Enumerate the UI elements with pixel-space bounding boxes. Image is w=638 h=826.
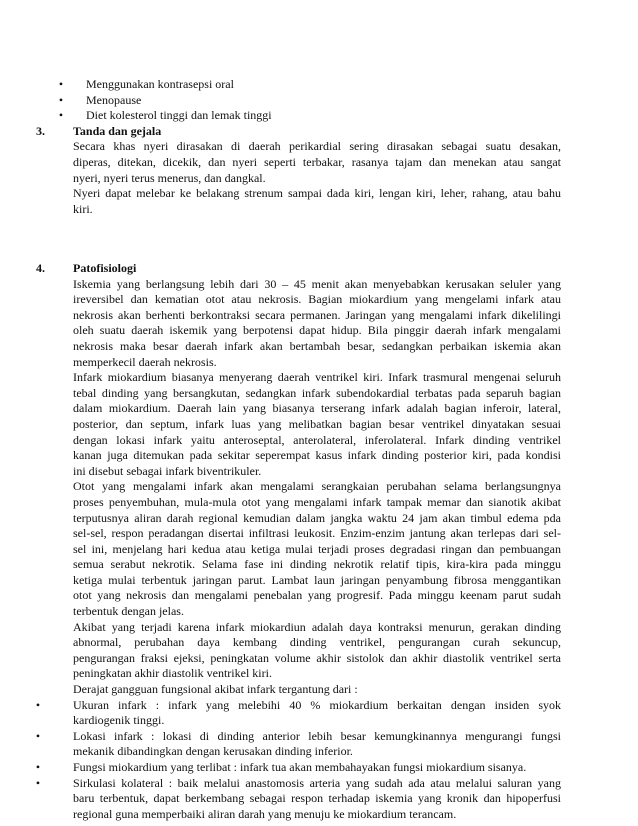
text-line: kanan juga ditemukan pada sekitar seperempat kasus infark dinding posterior kiri, pada kondisi [73, 448, 561, 463]
text-line: peningkatan akhir diastolik ventrikel kiri. [73, 666, 272, 681]
top-bullet-list [36, 77, 561, 217]
bullet-icon: • [35, 775, 41, 790]
text-line: baru terbentuk, dapat berkembang sebagai respon terhadap iskemia yang kronik dan hipoperfusi [73, 791, 561, 806]
text-line: abnormal, perubahan daya kembang dinding ventrikel, pengurangan curah sekuncup, [73, 635, 561, 650]
text-line: semua serabut nekrotik. Selama fase ini dinding nekrotik relatif tipis, kira-kira pada minggu [73, 557, 561, 572]
text-line: otot yang nekrosis dan mengalami penebalan yang progresif. Pada minggu keenam parut sudah [73, 588, 561, 603]
text-line: Nyeri dapat melebar ke belakang strenum sampai dada kiri, lengan kiri, leher, rahang, atau bahu [73, 186, 561, 201]
text-line: Lokasi infark : lokasi di dinding anterior lebih besar kemungkinannya mengurangi fungsi [73, 728, 561, 743]
paragraph [73, 139, 561, 217]
text-line: kiri. [73, 201, 93, 216]
section-heading [36, 261, 561, 277]
text-line: dengan lokasi infark yaitu anteroseptal, anterolateral, inferolateral. Infark dinding ventrikel [73, 432, 561, 447]
text-line: pengurangan fraksi ejeksi, peningkatan volume akhir sistolok dan akhir diastolik ventrikel serta [73, 650, 561, 665]
list-item [35, 775, 561, 823]
text-line: Secara khas nyeri dirasakan di daerah perikardial sering dirasakan sebagai suatu desakan, [73, 139, 561, 154]
text-line: regional guna memperbaiki aliran darah yang menuju ke miokardium terancam. [73, 806, 457, 821]
paragraph [73, 682, 561, 698]
bullet-icon: • [58, 92, 64, 107]
text-line: diperas, ditekan, dicekik, dan nyeri seperti terbakar, rasanya tajam dan menekan atau sangat [73, 154, 561, 169]
text-line: nekrosis maka besar daerah infark akan bertambah besar, sedangkan perbaikan iskemia akan [73, 338, 561, 353]
text-line: kardiogenik tinggi. [73, 713, 165, 728]
text-line: ireversibel dan kematian otot atau nekrosis. Bagian miokardium yang mengelami infark atau [73, 292, 561, 307]
text-line: Otot yang mengalami infark akan mengalami serangkaian perubahan selama berlangsungnya [73, 479, 561, 494]
list-item [58, 77, 561, 93]
text-line: Fungsi miokardium yang terlibat : infark tua akan membahayakan fungsi miokardium sisanya. [73, 760, 527, 774]
list-item [58, 108, 561, 124]
text-line: Infark miokardium biasanya menyerang daerah ventrikel kiri. Infark trasmural mengenai seluruh [73, 370, 561, 385]
bullet-icon: • [58, 77, 64, 91]
text-line: nekrosis akan berhenti berkontraksi secara permanen. Jaringan yang mengalami infark dikelilingi [73, 307, 561, 322]
text-line: ini disebut sebagai infark biventrikuler. [73, 463, 262, 478]
section-title: Patofisiologi [73, 261, 137, 275]
section-number: 4. [36, 261, 45, 275]
list-item [35, 697, 561, 729]
text-line: Ukuran infark : infark yang melebihi 40 % miokardium berkaitan dengan insiden syok [73, 697, 561, 712]
section-number: 3. [36, 123, 45, 138]
text-line: dalam miokardium. Daerah lain yang biasanya terserang infark adalah bagian inferoir, lateral, [73, 401, 561, 416]
list-item-text: Menopause [86, 92, 142, 107]
section-4 [35, 261, 561, 822]
text-line: mekanik dibandingkan dengan kerusakan dinding inferior. [73, 744, 353, 759]
text-line: posterior, dan septum, infark luas yang melibatkan bagian besar ventrikel dinyatakan sesuai [73, 416, 561, 431]
text-line: Derajat gangguan fungsional akibat infark tergantung dari : [73, 682, 358, 697]
list-item-text: Diet kolesterol tinggi dan lemak tinggi [86, 108, 272, 123]
section-title: Tanda dan gejala [73, 123, 162, 138]
bullet-icon: • [35, 728, 41, 743]
list-item [35, 760, 561, 776]
bullet-icon: • [35, 760, 41, 774]
text-line: sel ini, menjelang hari kedua atau ketiga mulai terjadi proses degradasi ringan dan pembuangan [73, 541, 561, 556]
text-line: terputusnya aliran darah regional kemudian dalam jangka waktu 24 jam akan timbul edema pda [73, 510, 561, 525]
list-item-text: Menggunakan kontrasepsi oral [86, 77, 234, 91]
bullet-icon: • [35, 697, 41, 712]
text-line: proses penyembuhan, mula-mula otot yang mengalami infark tampak memar dan sianotik akibat [73, 494, 561, 509]
section-heading [36, 123, 561, 140]
list-item [35, 728, 561, 760]
paragraph [73, 479, 561, 619]
text-line: oleh suatu daerah iskemik yang berpotensi dapat hidup. Bila pinggir daerah infark mengalami [73, 323, 561, 338]
text-line: memperkecil daerah nekrosis. [73, 354, 217, 369]
bullet-icon: • [58, 108, 64, 123]
text-line: terbentuk dengan jelas. [73, 604, 184, 619]
text-line: tebal dinding yang bersangkutan, sedangkan infark subendokardial terbatas pada separuh bagian [73, 385, 561, 400]
text-line: sel-sel, respon peradangan disertai infiltrasi leukosit. Enzim-enzim jantung akan terlepas dari sel- [73, 526, 561, 541]
text-line: nyeri, nyeri terus menerus, dan dangkal. [73, 170, 266, 185]
text-line: Sirkulasi kolateral : baik melalui anastomosis arteria yang sudah ada atau melalui saluran yang [73, 775, 561, 790]
paragraph [73, 277, 561, 371]
text-line: Iskemia yang berlangsung lebih dari 30 – 45 menit akan menyebabkan kerusakan seluler yang [73, 276, 561, 291]
paragraph [73, 370, 561, 479]
text-line: ketiga mulai terbentuk jaringan parut. Lambat laun jaringan penyambung fibrosa menggantikan [73, 572, 561, 587]
list-item [58, 92, 561, 109]
text-line: Akibat yang terjadi karena infark miokardiun adalah daya kontraksi menurun, gerakan dinding [73, 619, 561, 634]
paragraph [73, 620, 561, 682]
